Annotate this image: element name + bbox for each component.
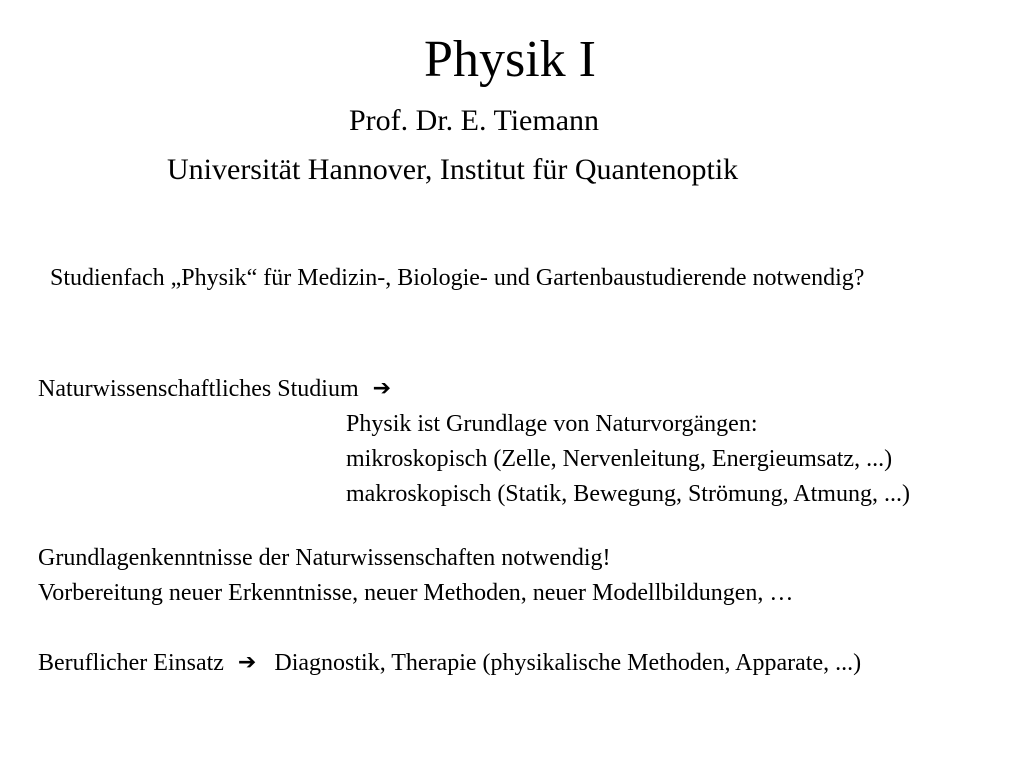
author-name: Prof. Dr. E. Tiemann [349, 104, 600, 137]
preparation-statement: Vorbereitung neuer Erkenntnisse, neuer Methoden, neuer Modellbildungen, … [38, 580, 794, 606]
natural-science-point: Physik ist Grundlage von Naturvorgängen: [346, 411, 758, 437]
basics-statement: Grundlagenkenntnisse der Naturwissenschaften notwendig! [38, 545, 611, 571]
right-arrow-icon: ➔ [237, 650, 257, 675]
study-question: Studienfach „Physik“ für Medizin-, Biologie- und Gartenbaustudierende notwendig? [50, 265, 865, 291]
natural-science-heading-label: Naturwissenschaftliches Studium [38, 376, 359, 402]
institution-name: Universität Hannover, Institut für Quantenoptik [167, 153, 739, 186]
natural-science-point: makroskopisch (Statik, Bewegung, Strömung, Atmung, ...) [346, 481, 910, 507]
natural-science-point: mikroskopisch (Zelle, Nervenleitung, Energieumsatz, ...) [346, 446, 893, 472]
right-arrow-icon: ➔ [372, 376, 392, 401]
career-label: Beruflicher Einsatz [38, 650, 224, 676]
slide-title [0, 31, 1024, 88]
natural-science-heading [38, 377, 391, 401]
career-statement [38, 651, 861, 675]
career-text: Diagnostik, Therapie (physikalische Methoden, Apparate, ...) [274, 650, 862, 676]
slide-title-text: Physik I [424, 31, 596, 88]
